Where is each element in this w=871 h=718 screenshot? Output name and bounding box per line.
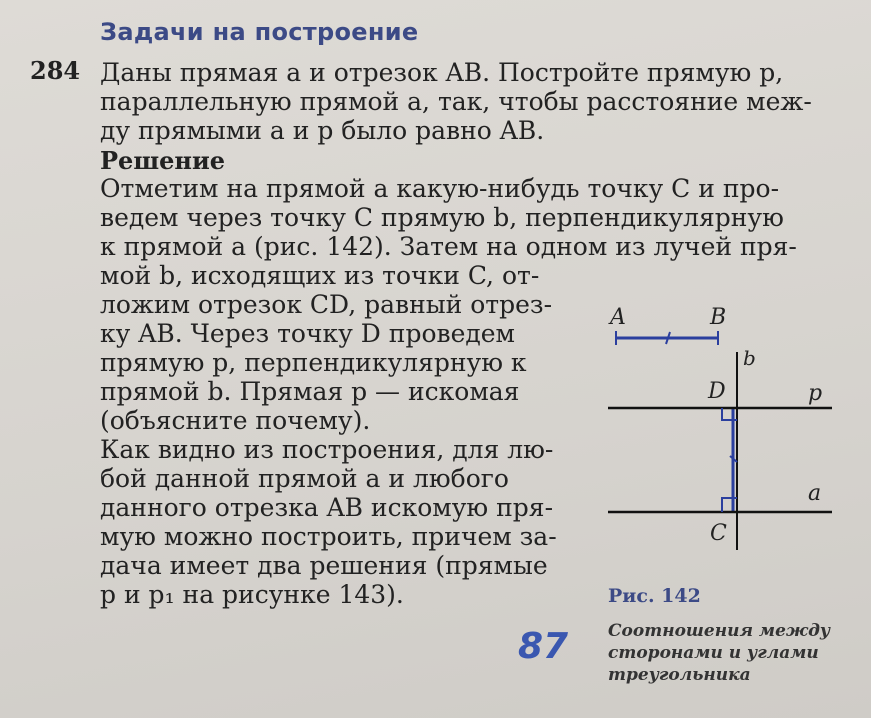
figure-142 [600,300,840,560]
running-title-line: Соотношения между [608,621,831,641]
solution-heading: Решение [100,146,226,175]
solution-line: (объясните почему). [100,406,371,435]
label-line-a: a [808,481,822,506]
right-angle-d [722,408,737,420]
solution-line: Отметим на прямой a какую-нибудь точку C и про- [100,174,780,203]
solution-line: прямую p, перпендикулярную к [100,348,527,377]
solution-line: данного отрезка AB искомую пря- [100,493,554,522]
solution-line: дача имеет два решения (прямые [100,551,548,580]
solution-line: мую можно построить, причем за- [100,522,557,551]
problem-number: 284 [30,56,81,85]
right-angle-c [722,498,737,512]
figure-caption: Рис. 142 [608,585,701,607]
label-b-point: B [710,305,727,330]
solution-line: бой данной прямой a и любого [100,464,509,493]
running-title [608,620,848,686]
problem-line: Даны прямая a и отрезок AB. Постройте прямую p, [100,58,784,87]
label-a-point: A [610,305,626,330]
section-title: Задачи на построение [100,18,419,46]
label-line-b: b [743,346,756,370]
page-number: 87 [518,626,569,667]
solution-line: прямой b. Прямая p — искомая [100,377,520,406]
solution-line: ведем через точку C прямую b, перпендикулярную [100,203,784,232]
problem-line: ду прямыми a и p было равно AB. [100,116,545,145]
solution-line: к прямой a (рис. 142). Затем на одном из лучей пря- [100,232,797,261]
solution-line: ложим отрезок CD, равный отрез- [100,290,553,319]
label-line-p: p [808,381,823,406]
label-d-point: D [708,379,726,404]
running-title-line: треугольника [608,665,751,685]
solution-line: p и p₁ на рисунке 143). [100,580,404,609]
solution-line: Как видно из построения, для лю- [100,435,554,464]
label-c-point: C [710,521,727,546]
solution-line: мой b, исходящих из точки C, от- [100,261,540,290]
running-title-line: сторонами и углами [608,643,819,663]
solution-line: ку AB. Через точку D проведем [100,319,516,348]
problem-line: параллельную прямой a, так, чтобы расстояние меж- [100,87,812,116]
